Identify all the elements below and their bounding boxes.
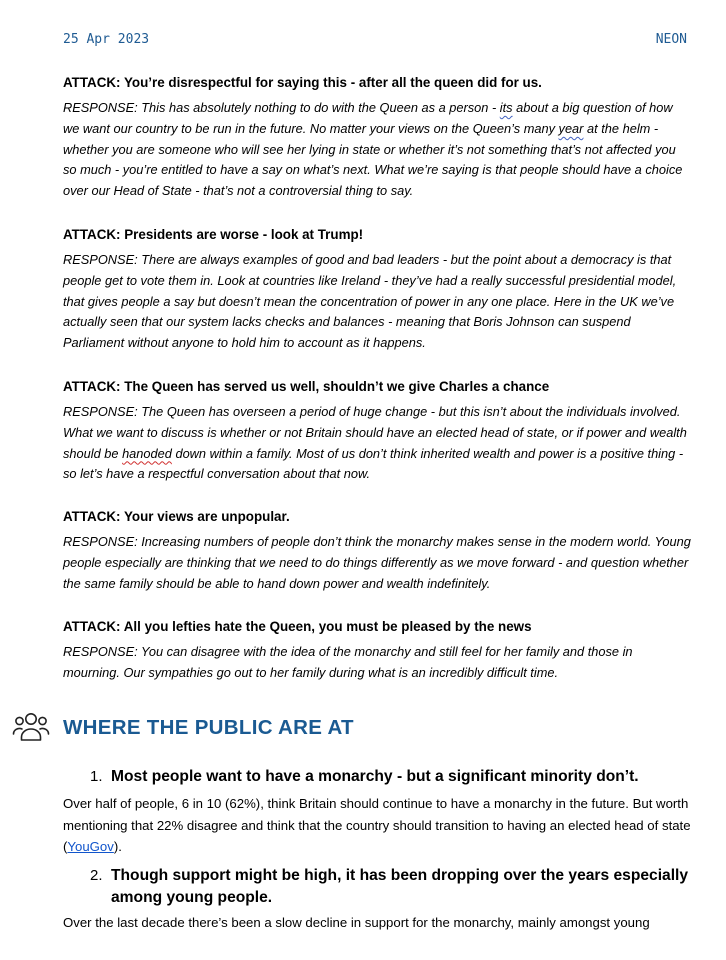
paragraph-text: Over half of people, 6 in 10 (62%), think Britain should continue to have a monarchy in the future. But worth mentioning that 22% disagree and think that the country should transition to having an elected head of state (	[63, 796, 691, 855]
attack-text: Presidents are worse - look at Trump!	[124, 227, 364, 242]
header-date: 25 Apr 2023	[63, 32, 150, 47]
attack-text: The Queen has served us well, shouldn’t we give Charles a chance	[124, 379, 550, 394]
response-text	[63, 98, 691, 202]
attack-line	[63, 74, 691, 92]
attack-label: ATTACK:	[63, 619, 121, 634]
attack-line	[63, 226, 691, 244]
numbered-heading	[90, 766, 690, 788]
attack-line	[63, 378, 691, 396]
qa-block	[63, 618, 691, 684]
list-number: 2.	[90, 867, 103, 884]
body-paragraph	[63, 793, 693, 858]
attack-line	[63, 618, 691, 636]
section-title: WHERE THE PUBLIC ARE AT	[63, 716, 354, 739]
people-icon	[12, 710, 50, 744]
attack-line	[63, 508, 691, 526]
attack-label: ATTACK:	[63, 227, 121, 242]
section-heading	[12, 710, 692, 750]
attack-label: ATTACK:	[63, 509, 121, 524]
attack-text: You’re disrespectful for saying this - after all the queen did for us.	[124, 75, 542, 90]
page-header	[63, 32, 687, 50]
paragraph-text: ).	[113, 839, 122, 855]
spelling-flag: hanoded	[122, 445, 172, 461]
spelling-flag: its	[499, 100, 513, 115]
yougov-link[interactable]: YouGov	[67, 839, 114, 855]
attack-label: ATTACK:	[63, 75, 121, 90]
point-heading: Most people want to have a monarchy - but a significant minority don’t.	[111, 768, 639, 785]
response-part: about a big question of how we want our country to be run in the future. No matter your views on the Queen’s many	[63, 100, 673, 136]
attack-text: All you lefties hate the Queen, you must be pleased by the news	[123, 619, 532, 634]
qa-block	[63, 226, 691, 354]
response-part: down within a family. Most of us don’t think inherited wealth and power is a positive thing - so let’s have a respectful conversation about that now.	[63, 445, 684, 482]
point-heading: Though support might be high, it has been dropping over the years especially among young people.	[111, 867, 689, 906]
response-text	[63, 402, 691, 485]
response-text: RESPONSE: There are always examples of good and bad leaders - but the point about a democracy is that people get to vote them in. Look at countries like Ireland - they’ve had a really successful presidential model, that gives people a say but doesn’t mean the concentration of power in any one place. Here in the UK we’ve actually seen that our system lacks checks and balances - meaning that Boris Johnson can suspend Parliament without anyone to hold him to account as it happens.	[63, 252, 677, 351]
body-paragraph: Over the last decade there’s been a slow decline in support for the monarchy, mainly amongst young	[63, 915, 650, 930]
qa-block	[63, 508, 691, 594]
response-part: RESPONSE: The Queen has overseen a period of huge change - but this isn’t about the individuals involved. What we want to discuss is whether or not Britain should have an elected head of state, or if power and wealth should be	[63, 404, 687, 461]
attack-text: Your views are unpopular.	[124, 509, 290, 524]
response-part: at the helm - whether you are someone who will see her lying in state or whether it’s not something that’s not affected you so much - you’re entitled to have a say on what’s next. What we’re saying is that people should have a choice over our Head of State - that’s not a controversial thing to say.	[63, 120, 683, 199]
attack-label: ATTACK:	[63, 379, 121, 394]
header-brand: NEON	[655, 32, 687, 47]
response-text: RESPONSE: You can disagree with the idea of the monarchy and still feel for her family and those in mourning. Our sympathies go out to her family during what is an incredibly difficult time.	[63, 644, 633, 680]
spelling-flag: year	[558, 120, 584, 136]
list-number: 1.	[90, 768, 103, 785]
response-part: RESPONSE: This has absolutely nothing to do with the Queen as a person -	[63, 100, 500, 115]
qa-block	[63, 74, 691, 202]
response-text: RESPONSE: Increasing numbers of people don’t think the monarchy makes sense in the modern world. Young people especially are thinking that we need to do things differently as we move forward - and question whether the same family should be able to hand down power and wealth indefinitely.	[63, 534, 691, 591]
qa-block	[63, 378, 691, 485]
numbered-heading	[90, 865, 690, 909]
